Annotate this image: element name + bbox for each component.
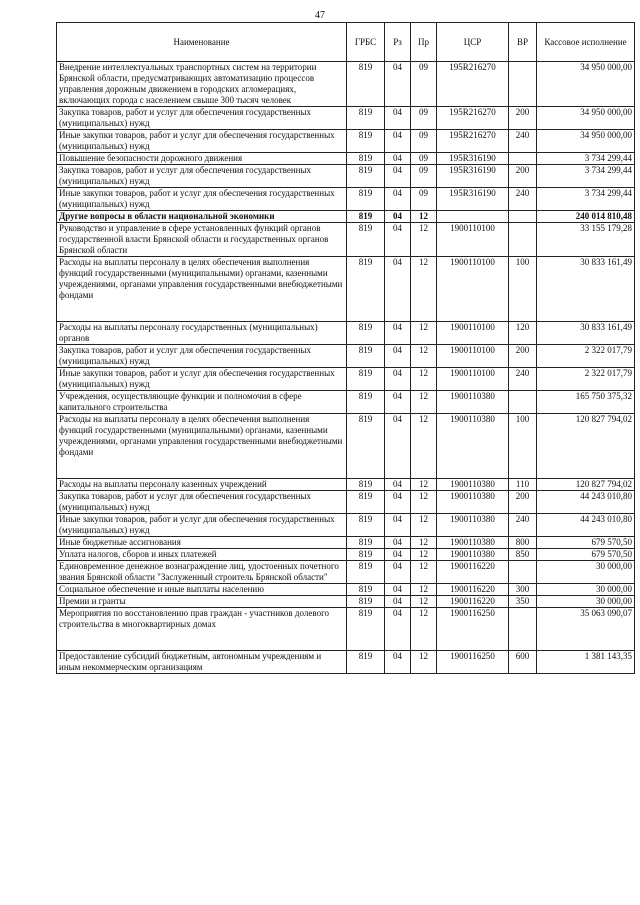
cell-name: Иные бюджетные ассигнования xyxy=(57,537,347,549)
cell-rz: 04 xyxy=(385,491,411,514)
header-rz: Рз xyxy=(385,23,411,62)
cell-name: Другие вопросы в области национальной экономики xyxy=(57,211,347,223)
cell-grbs: 819 xyxy=(347,561,385,584)
cell-csr: 1900110380 xyxy=(437,391,509,414)
cell-vr: 100 xyxy=(509,257,537,322)
header-csr: ЦСР xyxy=(437,23,509,62)
cell-vr xyxy=(509,62,537,107)
table-row xyxy=(57,584,635,596)
cell-pr: 12 xyxy=(411,391,437,414)
cell-csr: 1900116220 xyxy=(437,596,509,608)
cell-csr: 195R216270 xyxy=(437,107,509,130)
cell-pr: 12 xyxy=(411,479,437,491)
cell-sum: 30 000,00 xyxy=(537,596,635,608)
cell-pr: 12 xyxy=(411,345,437,368)
cell-vr xyxy=(509,211,537,223)
cell-csr: 195R216270 xyxy=(437,130,509,153)
cell-rz: 04 xyxy=(385,596,411,608)
cell-sum: 30 833 161,49 xyxy=(537,257,635,322)
cell-pr: 12 xyxy=(411,651,437,674)
cell-vr: 600 xyxy=(509,651,537,674)
cell-csr: 1900110380 xyxy=(437,414,509,479)
cell-vr: 100 xyxy=(509,414,537,479)
table-header-row xyxy=(57,23,635,62)
cell-name: Социальное обеспечение и иные выплаты населению xyxy=(57,584,347,596)
cell-vr: 850 xyxy=(509,549,537,561)
cell-rz: 04 xyxy=(385,153,411,165)
cell-vr: 240 xyxy=(509,130,537,153)
cell-sum: 2 322 017,79 xyxy=(537,368,635,391)
cell-pr: 12 xyxy=(411,584,437,596)
cell-sum: 165 750 375,32 xyxy=(537,391,635,414)
table-row xyxy=(57,514,635,537)
cell-pr: 12 xyxy=(411,514,437,537)
cell-pr: 09 xyxy=(411,188,437,211)
cell-name: Руководство и управление в сфере установленных функций органов государственной власти Брянской области и государственных органов Брянской области xyxy=(57,223,347,257)
cell-grbs: 819 xyxy=(347,514,385,537)
table-row xyxy=(57,62,635,107)
cell-sum: 3 734 299,44 xyxy=(537,188,635,211)
cell-sum: 120 827 794,02 xyxy=(537,414,635,479)
table-row xyxy=(57,537,635,549)
cell-grbs: 819 xyxy=(347,608,385,651)
cell-sum: 30 833 161,49 xyxy=(537,322,635,345)
table-body xyxy=(57,62,635,674)
cell-grbs: 819 xyxy=(347,211,385,223)
cell-name: Внедрение интеллектуальных транспортных систем на территории Брянской области, предусматривающих автоматизацию процессов управления дорожным движением в городских агломерациях, включающих города с населением свыше 300 тысяч человек xyxy=(57,62,347,107)
cell-csr: 1900116250 xyxy=(437,651,509,674)
cell-pr: 12 xyxy=(411,211,437,223)
cell-rz: 04 xyxy=(385,107,411,130)
cell-name: Закупка товаров, работ и услуг для обеспечения государственных (муниципальных) нужд xyxy=(57,107,347,130)
cell-sum: 34 950 000,00 xyxy=(537,130,635,153)
table-row xyxy=(57,561,635,584)
cell-grbs: 819 xyxy=(347,223,385,257)
cell-grbs: 819 xyxy=(347,188,385,211)
cell-name: Уплата налогов, сборов и иных платежей xyxy=(57,549,347,561)
cell-vr xyxy=(509,223,537,257)
cell-name: Закупка товаров, работ и услуг для обеспечения государственных (муниципальных) нужд xyxy=(57,491,347,514)
cell-grbs: 819 xyxy=(347,596,385,608)
cell-vr xyxy=(509,153,537,165)
cell-name: Закупка товаров, работ и услуг для обеспечения государственных (муниципальных) нужд xyxy=(57,345,347,368)
cell-grbs: 819 xyxy=(347,130,385,153)
table-row xyxy=(57,165,635,188)
table-row xyxy=(57,651,635,674)
cell-pr: 09 xyxy=(411,107,437,130)
cell-grbs: 819 xyxy=(347,651,385,674)
cell-rz: 04 xyxy=(385,584,411,596)
cell-vr: 350 xyxy=(509,596,537,608)
table-row xyxy=(57,414,635,479)
cell-pr: 12 xyxy=(411,549,437,561)
cell-rz: 04 xyxy=(385,561,411,584)
cell-rz: 04 xyxy=(385,62,411,107)
table-row xyxy=(57,596,635,608)
cell-rz: 04 xyxy=(385,322,411,345)
cell-pr: 12 xyxy=(411,608,437,651)
cell-sum: 3 734 299,44 xyxy=(537,153,635,165)
cell-pr: 12 xyxy=(411,223,437,257)
cell-csr: 195R316190 xyxy=(437,165,509,188)
cell-rz: 04 xyxy=(385,391,411,414)
cell-csr: 1900110380 xyxy=(437,479,509,491)
cell-csr: 1900116220 xyxy=(437,561,509,584)
cell-rz: 04 xyxy=(385,130,411,153)
cell-name: Повышение безопасности дорожного движения xyxy=(57,153,347,165)
cell-csr: 1900110100 xyxy=(437,223,509,257)
cell-csr: 1900110380 xyxy=(437,549,509,561)
cell-pr: 12 xyxy=(411,368,437,391)
cell-sum: 1 381 143,35 xyxy=(537,651,635,674)
cell-pr: 09 xyxy=(411,165,437,188)
cell-vr xyxy=(509,608,537,651)
cell-vr: 800 xyxy=(509,537,537,549)
cell-pr: 12 xyxy=(411,322,437,345)
cell-grbs: 819 xyxy=(347,491,385,514)
cell-name: Премии и гранты xyxy=(57,596,347,608)
cell-csr: 1900110100 xyxy=(437,322,509,345)
cell-vr: 110 xyxy=(509,479,537,491)
cell-name: Иные закупки товаров, работ и услуг для обеспечения государственных (муниципальных) нужд xyxy=(57,188,347,211)
table-row xyxy=(57,608,635,651)
cell-csr: 1900116220 xyxy=(437,584,509,596)
cell-grbs: 819 xyxy=(347,107,385,130)
cell-sum: 3 734 299,44 xyxy=(537,165,635,188)
cell-rz: 04 xyxy=(385,514,411,537)
cell-pr: 09 xyxy=(411,130,437,153)
table-row xyxy=(57,368,635,391)
cell-name: Расходы на выплаты персоналу в целях обеспечения выполнения функций государственными (муниципальными) органами, казенными учреждениями, органами управления государственными внебюджетными фондами xyxy=(57,414,347,479)
cell-grbs: 819 xyxy=(347,584,385,596)
cell-csr: 1900110100 xyxy=(437,257,509,322)
table-row xyxy=(57,130,635,153)
cell-rz: 04 xyxy=(385,549,411,561)
cell-grbs: 819 xyxy=(347,153,385,165)
cell-name: Единовременное денежное вознаграждение лиц, удостоенных почетного звания Брянской области "Заслуженный строитель Брянской области" xyxy=(57,561,347,584)
cell-csr: 1900116250 xyxy=(437,608,509,651)
table-row xyxy=(57,223,635,257)
cell-pr: 12 xyxy=(411,257,437,322)
cell-rz: 04 xyxy=(385,608,411,651)
cell-vr: 240 xyxy=(509,514,537,537)
cell-rz: 04 xyxy=(385,257,411,322)
cell-pr: 12 xyxy=(411,561,437,584)
table-row xyxy=(57,479,635,491)
cell-sum: 679 570,50 xyxy=(537,537,635,549)
cell-rz: 04 xyxy=(385,211,411,223)
table-row xyxy=(57,153,635,165)
cell-sum: 120 827 794,02 xyxy=(537,479,635,491)
cell-csr: 1900110380 xyxy=(437,514,509,537)
cell-pr: 12 xyxy=(411,596,437,608)
cell-name: Расходы на выплаты персоналу государственных (муниципальных) органов xyxy=(57,322,347,345)
cell-vr: 300 xyxy=(509,584,537,596)
cell-vr: 120 xyxy=(509,322,537,345)
cell-name: Закупка товаров, работ и услуг для обеспечения государственных (муниципальных) нужд xyxy=(57,165,347,188)
cell-grbs: 819 xyxy=(347,368,385,391)
cell-grbs: 819 xyxy=(347,165,385,188)
cell-sum: 240 014 810,48 xyxy=(537,211,635,223)
cell-pr: 12 xyxy=(411,414,437,479)
table-row xyxy=(57,322,635,345)
cell-rz: 04 xyxy=(385,345,411,368)
budget-table xyxy=(56,22,635,674)
cell-csr xyxy=(437,211,509,223)
cell-name: Иные закупки товаров, работ и услуг для обеспечения государственных (муниципальных) нужд xyxy=(57,130,347,153)
table-row xyxy=(57,257,635,322)
cell-vr: 240 xyxy=(509,368,537,391)
table-row xyxy=(57,391,635,414)
cell-vr: 200 xyxy=(509,491,537,514)
page-number: 47 xyxy=(315,10,325,21)
cell-vr: 240 xyxy=(509,188,537,211)
cell-vr xyxy=(509,561,537,584)
cell-sum: 30 000,00 xyxy=(537,584,635,596)
cell-csr: 195R316190 xyxy=(437,188,509,211)
cell-sum: 35 063 090,07 xyxy=(537,608,635,651)
cell-csr: 1900110380 xyxy=(437,491,509,514)
cell-grbs: 819 xyxy=(347,414,385,479)
cell-name: Расходы на выплаты персоналу в целях обеспечения выполнения функций государственными (муниципальными) органами, казенными учреждениями, органами управления государственными внебюджетными фондами xyxy=(57,257,347,322)
cell-vr xyxy=(509,391,537,414)
cell-grbs: 819 xyxy=(347,257,385,322)
cell-vr: 200 xyxy=(509,107,537,130)
cell-csr: 1900110380 xyxy=(437,537,509,549)
cell-grbs: 819 xyxy=(347,549,385,561)
cell-rz: 04 xyxy=(385,651,411,674)
table-row xyxy=(57,345,635,368)
cell-rz: 04 xyxy=(385,537,411,549)
table-row xyxy=(57,211,635,223)
cell-sum: 34 950 000,00 xyxy=(537,107,635,130)
cell-name: Предоставление субсидий бюджетным, автономным учреждениям и иным некоммерческим организациям xyxy=(57,651,347,674)
cell-grbs: 819 xyxy=(347,322,385,345)
cell-grbs: 819 xyxy=(347,537,385,549)
cell-name: Учреждения, осуществляющие функции и полномочия в сфере капитального строительства xyxy=(57,391,347,414)
cell-sum: 44 243 010,80 xyxy=(537,491,635,514)
table-row xyxy=(57,491,635,514)
cell-rz: 04 xyxy=(385,165,411,188)
cell-name: Иные закупки товаров, работ и услуг для обеспечения государственных (муниципальных) нужд xyxy=(57,368,347,391)
cell-sum: 679 570,50 xyxy=(537,549,635,561)
header-vr: ВР xyxy=(509,23,537,62)
cell-pr: 12 xyxy=(411,491,437,514)
cell-vr: 200 xyxy=(509,165,537,188)
cell-name: Расходы на выплаты персоналу казенных учреждений xyxy=(57,479,347,491)
cell-rz: 04 xyxy=(385,223,411,257)
table-row xyxy=(57,107,635,130)
cell-name: Мероприятия по восстановлению прав граждан - участников долевого строительства в многоквартирных домах xyxy=(57,608,347,651)
cell-pr: 12 xyxy=(411,537,437,549)
cell-rz: 04 xyxy=(385,188,411,211)
cell-vr: 200 xyxy=(509,345,537,368)
cell-csr: 1900110100 xyxy=(437,345,509,368)
cell-rz: 04 xyxy=(385,479,411,491)
header-sum: Кассовое исполнение xyxy=(537,23,635,62)
cell-sum: 30 000,00 xyxy=(537,561,635,584)
cell-sum: 44 243 010,80 xyxy=(537,514,635,537)
cell-grbs: 819 xyxy=(347,479,385,491)
cell-rz: 04 xyxy=(385,414,411,479)
cell-sum: 34 950 000,00 xyxy=(537,62,635,107)
table-row xyxy=(57,549,635,561)
cell-grbs: 819 xyxy=(347,391,385,414)
cell-rz: 04 xyxy=(385,368,411,391)
cell-sum: 2 322 017,79 xyxy=(537,345,635,368)
cell-grbs: 819 xyxy=(347,345,385,368)
cell-grbs: 819 xyxy=(347,62,385,107)
cell-csr: 1900110100 xyxy=(437,368,509,391)
header-name: Наименование xyxy=(57,23,347,62)
cell-pr: 09 xyxy=(411,62,437,107)
table-row xyxy=(57,188,635,211)
cell-csr: 195R216270 xyxy=(437,62,509,107)
cell-name: Иные закупки товаров, работ и услуг для обеспечения государственных (муниципальных) нужд xyxy=(57,514,347,537)
header-pr: Пр xyxy=(411,23,437,62)
header-grbs: ГРБС xyxy=(347,23,385,62)
cell-pr: 09 xyxy=(411,153,437,165)
cell-sum: 33 155 179,28 xyxy=(537,223,635,257)
cell-csr: 195R316190 xyxy=(437,153,509,165)
